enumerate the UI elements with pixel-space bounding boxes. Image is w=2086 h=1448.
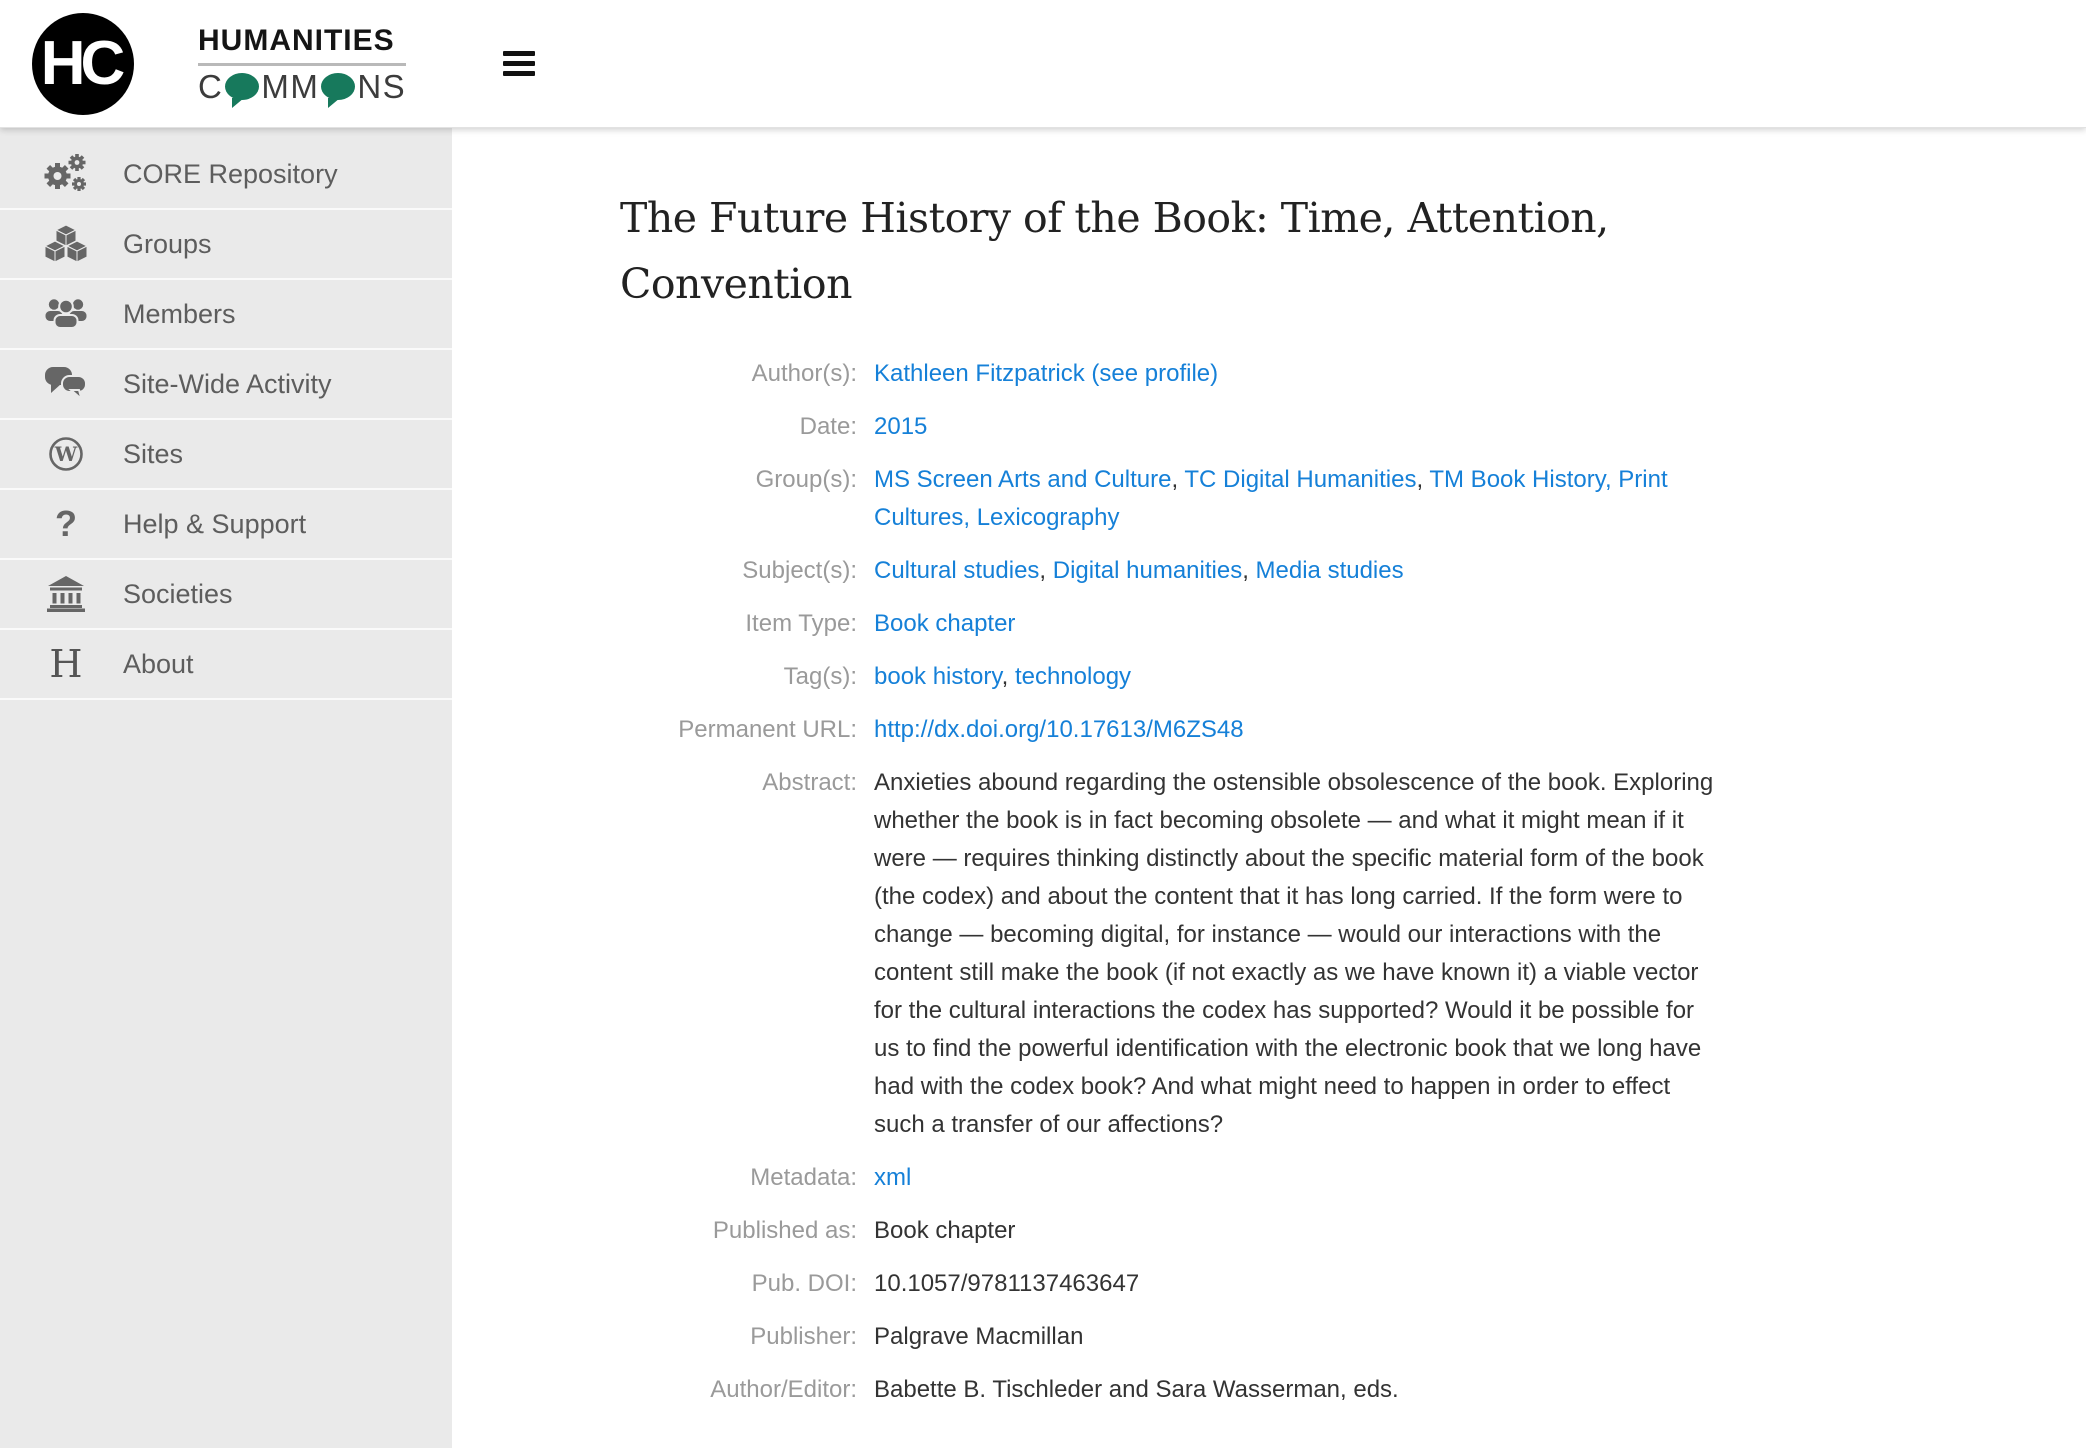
- wordpress-icon: [40, 436, 92, 472]
- speech-bubble-icon: [225, 73, 259, 100]
- field-label-author-s: Author(s):: [751, 360, 857, 387]
- field-value-tag-s: [874, 658, 1724, 696]
- metadata-fields: [620, 355, 2086, 1409]
- field-value-subject-s: [874, 552, 1724, 590]
- tag-s-link[interactable]: book history: [874, 663, 1002, 690]
- hamburger-bar: [503, 51, 535, 56]
- cubes-icon: [40, 225, 92, 263]
- field-row-author-s: [620, 355, 2086, 393]
- field-value-permanent-url: [874, 711, 1724, 749]
- published-as-text: Book chapter: [874, 1217, 1016, 1244]
- group-s-text: ,: [1416, 466, 1430, 493]
- sidebar-item-site-wide-activity[interactable]: [0, 350, 452, 420]
- field-label-author-editor: Author/Editor:: [710, 1376, 857, 1403]
- group-s-link[interactable]: TM Book History, Print Cultures, Lexicography: [874, 466, 1668, 531]
- field-value-group-s: [874, 461, 1724, 537]
- field-row-subject-s: [620, 552, 2086, 590]
- wordmark-ns: NS: [357, 68, 407, 105]
- sidebar-item-help-support[interactable]: [0, 490, 452, 560]
- sidebar-item-members[interactable]: [0, 280, 452, 350]
- subject-s-link[interactable]: Media studies: [1255, 557, 1404, 584]
- subject-s-link[interactable]: Cultural studies: [874, 557, 1040, 584]
- sidebar-label: Site-Wide Activity: [123, 368, 332, 399]
- field-label-subject-s: Subject(s):: [742, 557, 857, 584]
- field-value-publisher: [874, 1318, 1724, 1356]
- sidebar-label: Help & Support: [123, 508, 307, 539]
- field-row-permanent-url: [620, 711, 2086, 749]
- group-s-text: ,: [1171, 466, 1185, 493]
- field-row-published-as: [620, 1212, 2086, 1250]
- wordmark-c: C: [198, 68, 224, 105]
- bank-icon: [40, 576, 92, 612]
- field-label-metadata: Metadata:: [750, 1164, 857, 1191]
- group-s-link[interactable]: MS Screen Arts and Culture: [874, 466, 1172, 493]
- field-value-date: [874, 408, 1724, 446]
- hc-monogram: HC: [40, 29, 121, 98]
- wordmark-line2: [198, 70, 406, 103]
- group-s-link[interactable]: TC Digital Humanities: [1184, 466, 1417, 493]
- field-row-group-s: [620, 461, 2086, 537]
- sidebar-label: About: [123, 648, 194, 679]
- top-header: [0, 0, 2086, 128]
- publisher-text: Palgrave Macmillan: [874, 1323, 1084, 1350]
- field-label-permanent-url: Permanent URL:: [678, 716, 857, 743]
- field-label-pub-doi: Pub. DOI:: [751, 1270, 857, 1297]
- field-value-metadata: [874, 1159, 1724, 1197]
- field-label-tag-s: Tag(s):: [783, 663, 857, 690]
- tag-s-text: ,: [1001, 663, 1015, 690]
- field-value-published-as: [874, 1212, 1724, 1250]
- users-icon: [40, 297, 92, 331]
- field-label-abstract: Abstract:: [762, 769, 857, 796]
- subject-s-text: ,: [1039, 557, 1053, 584]
- hamburger-bar: [503, 61, 535, 66]
- field-label-published-as: Published as:: [712, 1217, 857, 1244]
- hamburger-bar: [503, 71, 535, 76]
- hc-logo-icon[interactable]: [32, 13, 134, 115]
- speech-bubble-icon: [321, 73, 355, 100]
- subject-s-text: ,: [1242, 557, 1256, 584]
- subject-s-link[interactable]: Digital humanities: [1052, 557, 1243, 584]
- field-row-tag-s: [620, 658, 2086, 696]
- sidebar-item-about[interactable]: [0, 630, 452, 700]
- field-row-item-type: [620, 605, 2086, 643]
- sidebar-label: Groups: [123, 228, 212, 259]
- sidebar-label: Sites: [123, 438, 184, 469]
- hamburger-menu-button[interactable]: [503, 51, 535, 76]
- pub-doi-text: 10.1057/9781137463647: [874, 1270, 1140, 1297]
- field-row-pub-doi: [620, 1265, 2086, 1303]
- field-row-publisher: [620, 1318, 2086, 1356]
- page-title: The Future History of the Book: Time, Attention, Convention: [620, 194, 1609, 308]
- letter-h-icon: H: [49, 642, 83, 686]
- field-row-author-editor: [620, 1371, 2086, 1409]
- field-row-abstract: [620, 764, 2086, 1144]
- gears-icon: [40, 153, 92, 195]
- sidebar-item-sites[interactable]: [0, 420, 452, 490]
- field-value-item-type: [874, 605, 1724, 643]
- field-label-item-type: Item Type:: [745, 610, 857, 637]
- sidebar-label: CORE Repository: [123, 158, 338, 189]
- comments-icon: [40, 366, 92, 402]
- sidebar-item-societies[interactable]: [0, 560, 452, 630]
- question-icon: ?: [55, 503, 77, 544]
- field-value-pub-doi: [874, 1265, 1724, 1303]
- tag-s-link[interactable]: technology: [1014, 663, 1132, 690]
- sidebar-label: Members: [123, 298, 236, 329]
- sidebar-item-core-repository[interactable]: [0, 140, 452, 210]
- sidebar-label: Societies: [123, 578, 233, 609]
- field-value-author-s: [874, 355, 1724, 393]
- author-s-link[interactable]: Kathleen Fitzpatrick (see profile): [874, 360, 1219, 387]
- permanent-url-link[interactable]: http://dx.doi.org/10.17613/M6ZS48: [874, 716, 1244, 743]
- field-label-date: Date:: [799, 413, 857, 440]
- sidebar: [0, 128, 452, 1448]
- sidebar-item-groups[interactable]: [0, 210, 452, 280]
- field-label-group-s: Group(s):: [755, 466, 857, 493]
- main-content: [452, 0, 2086, 1409]
- item-type-link[interactable]: Book chapter: [874, 610, 1016, 637]
- field-row-date: [620, 408, 2086, 446]
- field-row-metadata: [620, 1159, 2086, 1197]
- humanities-commons-wordmark[interactable]: [198, 24, 406, 103]
- wordmark-line1: HUMANITIES: [198, 24, 406, 66]
- metadata-link[interactable]: xml: [874, 1164, 912, 1191]
- abstract-text: Anxieties abound regarding the ostensible obsolescence of the book. Exploring whether the book is in fact becoming obsolete — and what it might mean if it were — requires thinking distinctly about the specific material form of the book (the codex) and about the content that it has long carried. If the form were to change — becoming digital, for instance — would our interactions with the content still make the book (if not exactly as we have known it) a viable vector for the cultural interactions the codex has supported? Would it be possible for us to find the powerful identification with the electronic book that we long have had with the codex book? And what might need to happen in order to effect such a transfer of our affections?: [874, 769, 1714, 1138]
- author-editor-text: Babette B. Tischleder and Sara Wasserman, eds.: [874, 1376, 1399, 1403]
- svg-text:W: W: [54, 442, 78, 466]
- field-value-abstract: [874, 764, 1724, 1144]
- field-value-author-editor: [874, 1371, 1724, 1409]
- date-link[interactable]: 2015: [874, 413, 928, 440]
- field-label-publisher: Publisher:: [750, 1323, 857, 1350]
- wordmark-mm: MM: [261, 68, 320, 105]
